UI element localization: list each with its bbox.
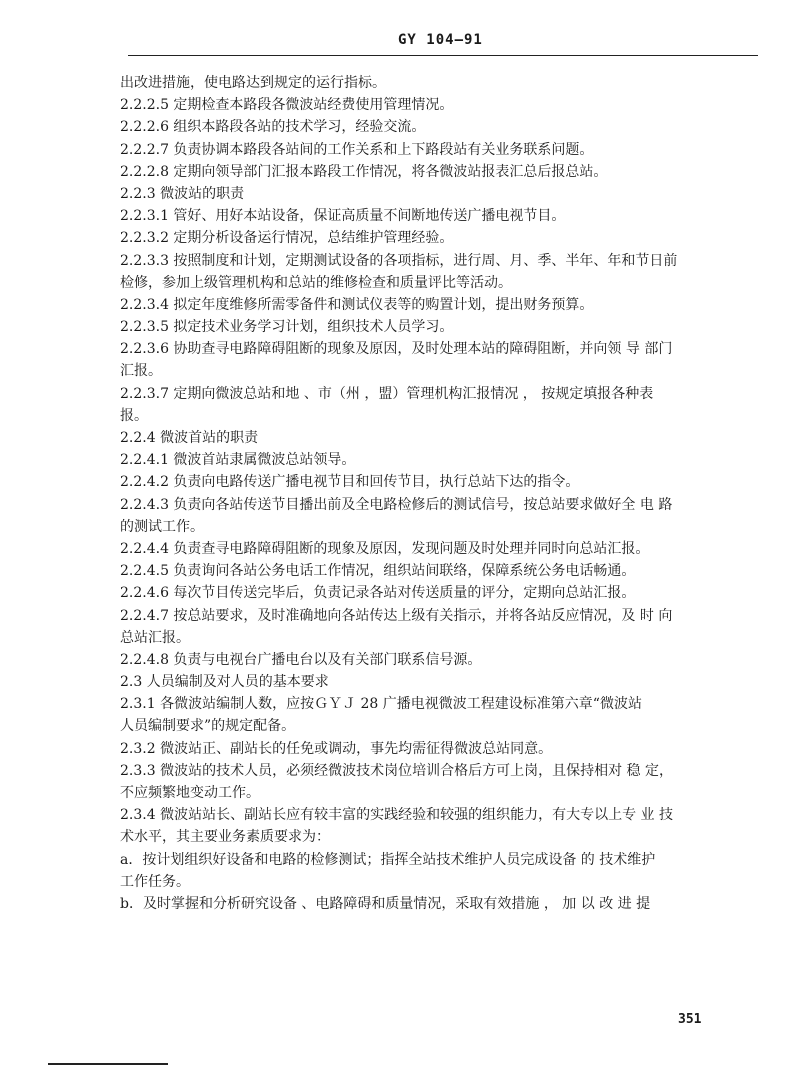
text-line: 2.2.2.7 负责协调本路段各站间的工作关系和上下路段站有关业务联系问题。	[120, 141, 594, 158]
text-line: 检修，参加上级管理机构和总站的维修检查和质量评比等活动。	[120, 274, 512, 291]
standard-code: GY 104—91	[398, 32, 483, 48]
text-line: 2.2.3.3 按照制度和计划，定期测试设备的各项指标，进行周、月、季、半年、年和节日前	[120, 252, 678, 269]
text-line: 汇报。	[120, 363, 162, 380]
text-line: 2.2.3 微波站的职责	[120, 185, 245, 202]
text-line: 2.3.1 各微波站编制人数，应按ＧＹＪ 28 广播电视微波工程建设标准第六章“微波站	[120, 696, 642, 713]
text-line: 2.2.4.6 每次节目传送完毕后，负责记录各站对传送质量的评分，定期向总站汇报。	[120, 585, 636, 602]
header-rule	[128, 55, 758, 56]
text-line: 2.3.2 微波站正、副站长的任免或调动，事先均需征得微波总站同意。	[120, 740, 553, 757]
text-line: 2.2.2.6 组织本路段各站的技术学习，经验交流。	[120, 119, 426, 136]
text-line: b．及时掌握和分析研究设备 、电路障碍和质量情况，采取有效措施 ， 加 以 改 进 提	[120, 895, 651, 912]
text-line: 2.2.3.5 拟定技术业务学习计划，组织技术人员学习。	[120, 319, 454, 336]
text-line: 2.3 人员编制及对人员的基本要求	[120, 674, 329, 691]
text-line: 人员编制要求”的规定配备。	[120, 718, 296, 735]
text-line: 不应频繁地变动工作。	[120, 785, 260, 801]
text-line: 工作任务。	[120, 873, 190, 890]
text-line: 报。	[120, 407, 148, 424]
text-line: 2.2.4.8 负责与电视台广播电台以及有关部门联系信号源。	[120, 651, 482, 668]
text-line: 2.2.4.2 负责向电路传送广播电视节目和回传节目，执行总站下达的指令。	[120, 474, 580, 491]
document-body	[120, 72, 756, 915]
text-line: 术水平，其主要业务素质要求为：	[120, 829, 330, 846]
text-line: 2.3.4 微波站站长、副站长应有较丰富的实践经验和较强的组织能力，有大专以上专 业 技	[120, 807, 673, 824]
text-line: 2.3.3 微波站的技术人员，必须经微波技术岗位培训合格后方可上岗，且保持相对 稳 定，	[120, 762, 673, 779]
text-line: 2.2.4.4 负责查寻电路障碍阻断的现象及原因，发现问题及时处理并同时向总站汇报。	[120, 540, 650, 557]
text-line: a．按计划组织好设备和电路的检修测试；指挥全站技术维护人员完成设备 的 技术维护	[120, 851, 656, 868]
text-line: 2.2.4 微波首站的职责	[120, 430, 259, 446]
text-line: 2.2.4.3 负责向各站传送节目播出前及全电路检修后的测试信号，按总站要求做好全 电 路	[120, 496, 673, 513]
text-line: 2.2.3.2 定期分析设备运行情况，总结维护管理经验。	[120, 230, 454, 247]
text-line: 出改进措施，使电路达到规定的运行指标。	[120, 75, 386, 91]
page-number: 351	[678, 1012, 702, 1027]
text-line: 2.2.4.1 微波首站隶属微波总站领导。	[120, 452, 356, 469]
text-line: 2.2.3.7 定期向微波总站和地 、市（州 ，盟）管理机构汇报情况 ， 按规定填报各种表	[120, 385, 654, 402]
text-line: 2.2.2.8 定期向领导部门汇报本路段工作情况，将各微波站报表汇总后报总站。	[120, 163, 608, 180]
page-header	[0, 30, 800, 58]
text-line: 2.2.4.5 负责询问各站公务电话工作情况，组织站间联络，保障系统公务电话畅通。	[120, 563, 636, 580]
text-line: 2.2.3.4 拟定年度维修所需零备件和测试仪表等的购置计划，提出财务预算。	[120, 296, 594, 313]
text-line: 的测试工作。	[120, 518, 204, 535]
text-line: 2.2.2.5 定期检查本路段各微波站经费使用管理情况。	[120, 97, 454, 114]
footer-rule	[48, 1063, 168, 1065]
text-line: 2.2.4.7 按总站要求，及时准确地向各站传达上级有关指示，并将各站反应情况，及 时 向	[120, 607, 673, 624]
text-line: 2.2.3.1 管好、用好本站设备，保证高质量不间断地传送广播电视节目。	[120, 208, 566, 225]
text-line: 2.2.3.6 协助查寻电路障碍阻断的现象及原因，及时处理本站的障碍阻断，并向领 导 部门	[120, 341, 673, 358]
text-line: 总站汇报。	[120, 629, 190, 646]
